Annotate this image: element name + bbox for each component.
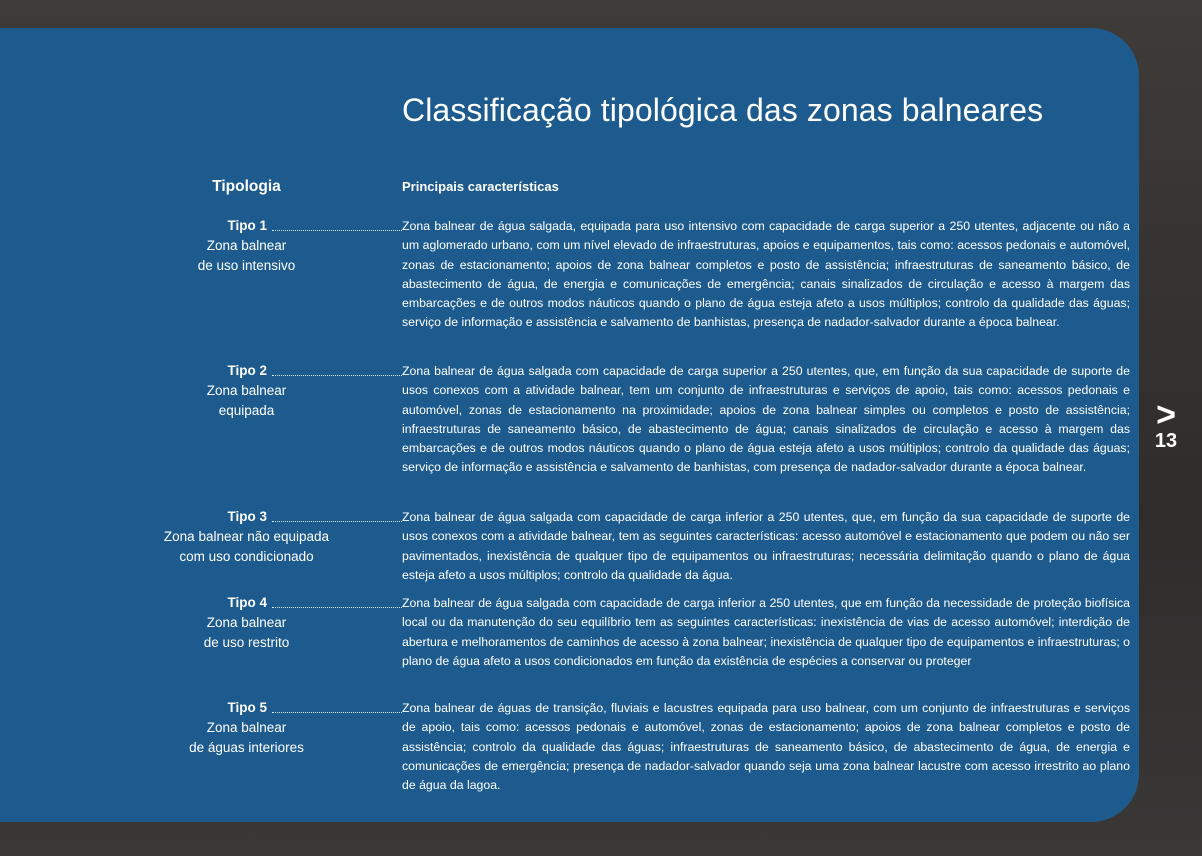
type-description: Zona balnear de água salgada com capacidade de carga superior a 250 utentes, que, em função da sua capacidade de suporte de usos conexos com a atividade balnear, tem um conjunto de infraestruturas e serviços de apoio, tais como: acessos pedonais e automóvel, zonas de estacionamento na proximidade; apoios de zona balnear simples ou completos e posto de assistência; infraestruturas de saneamento básico, de abastecimento de água; canais sinalizados de circulação e acesso à margem das embarcações e de outros modos náuticos quando o plano de água esteja afeto a usos múltiplos; controlo da qualidade das águas; serviço de informação e assistência e salvamento de banhistas, com presença de nadador-salvador durante a época balnear. [402, 364, 1130, 475]
type-description: Zona balnear de água salgada com capacidade de carga inferior a 250 utentes, que, em função da sua capacidade de suporte de usos conexos com a atividade balnear, tem as seguintes características: acesso automóvel e estacionamento que podem ou não ser pavimentados, inexistência de qualquer tipo de equipamentos ou infraestruturas; necessária delimitação quando o plano de água esteja afeto a usos múltiplos; controlo da qualidade da água. [402, 510, 1130, 582]
type-name-line: de águas interiores [189, 740, 304, 755]
page-indicator [1148, 396, 1184, 452]
page-number: 13 [1154, 430, 1178, 452]
type-label [150, 216, 343, 276]
type-description: Zona balnear de água salgada, equipada para uso intensivo com capacidade de carga superior a 250 utentes, adjacente ou não a um aglomerado urbano, com um nível elevado de infraestruturas, apoios e equipamentos, tais como: acessos pedonais e automóvel, zonas de estacionamento; apoios de zona balnear completos e posto de assistência; infraestruturas de saneamento básico, de abastecimento de água, de energia e comunicações de emergência; canais sinalizados de circulação e acesso à margem das embarcações e de outros modos náuticos quando o plano de água esteja afeto a usos múltiplos; controlo da qualidade das águas; serviço de informação e assistência e salvamento de banhistas, presença de nadador-salvador durante a época balnear. [402, 219, 1130, 330]
type-name-line: Zona balnear [206, 615, 287, 630]
content-panel [0, 28, 1139, 822]
type-description: Zona balnear de água salgada com capacidade de carga inferior a 250 utentes, que em função da necessidade de proteção biofísica local ou da manutenção do seu equilíbrio tem as seguintes características: inexistência de vias de acesso automóvel; interdição de abertura e melhoramentos de caminhos de acesso à zona balnear; inexistência de qualquer tipo de equipamentos e infraestruturas; o plano de água afeto a usos condicionados em função da existência de espécies a conservar ou proteger [402, 596, 1131, 668]
type-code: Tipo 4 [227, 595, 267, 610]
type-code: Tipo 5 [227, 700, 267, 715]
type-code: Tipo 3 [227, 509, 267, 524]
type-description: Zona balnear de águas de transição, fluviais e lacustres equipada para uso balnear, com um conjunto de infraestruturas e serviços de apoio, tais como: acessos pedonais e automóvel, zonas de estacionamento; apoios de zona balnear completos e posto de assistência; controlo da qualidade das águas; infraestruturas de saneamento básico, de abastecimento de água, de energia e comunicações de emergência; presença de nadador-salvador quando seja uma zona balnear lacustre com acesso irrestrito ao plano de água da lagoa. [402, 701, 1130, 793]
type-name-line: Zona balnear [206, 383, 287, 398]
dotted-leader [272, 521, 402, 522]
dotted-leader [272, 712, 402, 713]
type-name-line: Zona balnear [206, 720, 287, 735]
type-code: Tipo 2 [227, 363, 267, 378]
type-label [150, 507, 343, 567]
type-code: Tipo 1 [227, 218, 267, 233]
type-label [150, 593, 343, 653]
column-header-tipologia: Tipologia [212, 178, 281, 195]
type-name-line: equipada [218, 403, 275, 418]
column-header-caracteristicas: Principais características [402, 179, 559, 194]
type-label [150, 698, 343, 758]
type-name-line: Zona balnear [206, 238, 287, 253]
dotted-leader [272, 230, 402, 231]
dotted-leader [272, 607, 402, 608]
chevron-right-icon: > [1156, 396, 1176, 434]
type-name-line: com uso condicionado [179, 549, 314, 564]
type-label [150, 361, 343, 421]
type-name-line: Zona balnear não equipada [163, 529, 330, 544]
type-name-line: de uso intensivo [197, 258, 296, 273]
dotted-leader [272, 375, 402, 376]
page-title: Classificação tipológica das zonas balneares [402, 92, 1044, 128]
type-name-line: de uso restrito [203, 635, 290, 650]
